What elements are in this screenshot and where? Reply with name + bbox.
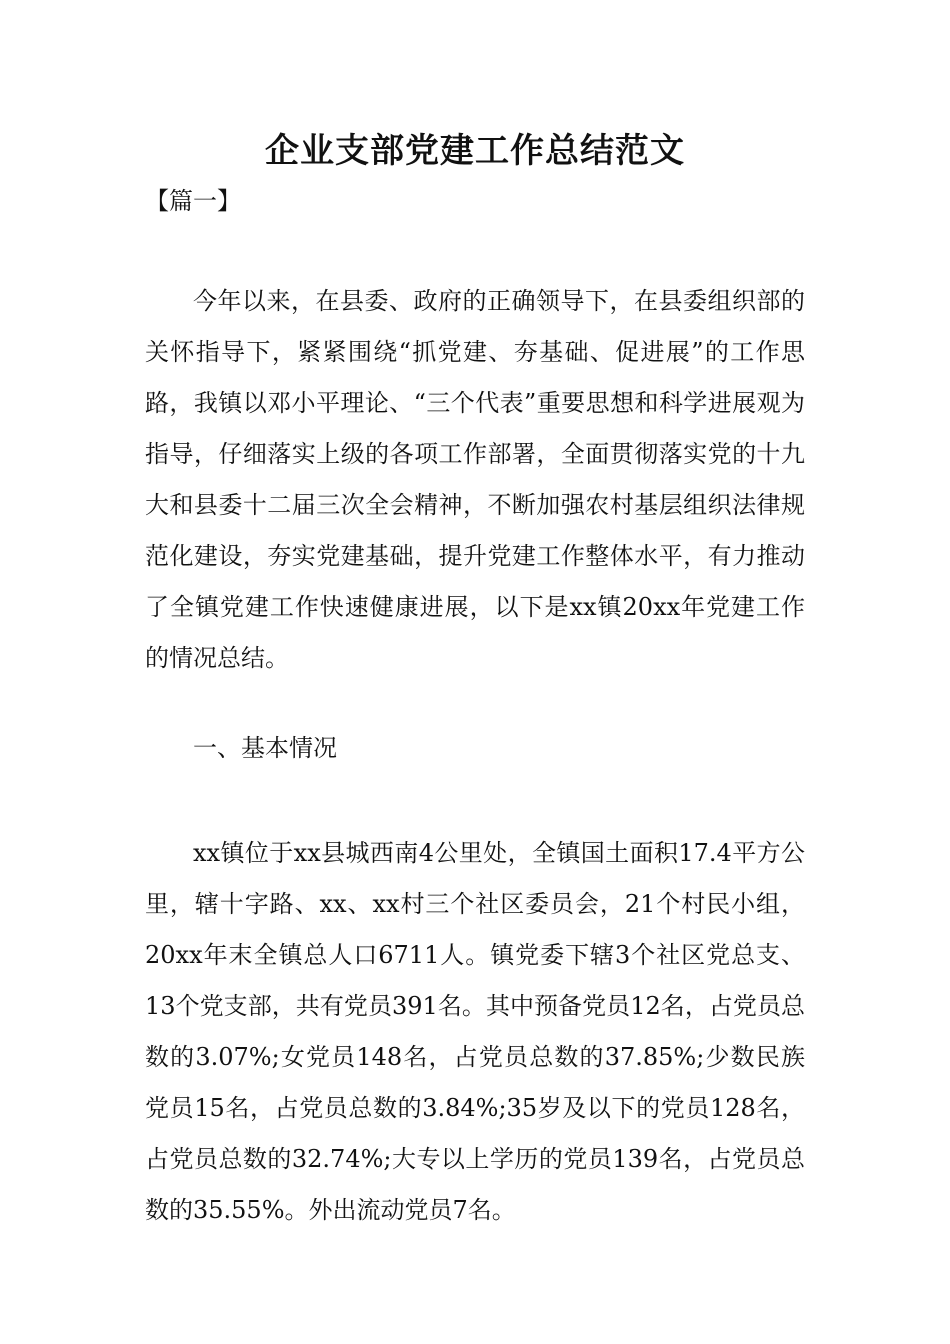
intro-paragraph: 今年以来，在县委、政府的正确领导下，在县委组织部的关怀指导下，紧紧围绕“抓党建、夯基础、促进展”的工作思路，我镇以邓小平理论、“三个代表”重要思想和科学进展观为指导，仔细落实上级的各项工作部署，全面贯彻落实党的十九大和县委十二届三次全会精神，不断加强农村基层组织法律规范化建设，夯实党建基础，提升党建工作整体水平，有力推动了全镇党建工作快速健康进展，以下是xx镇20xx年党建工作的情况总结。 [145,287,805,672]
document-title: 企业支部党建工作总结范文 [265,131,685,171]
basic-info-paragraph: xx镇位于xx县城西南4公里处，全镇国土面积17.4平方公里，辖十字路、xx、xx村三个社区委员会，21个村民小组，20xx年末全镇总人口6711人。镇党委下辖3个社区党总支、13个党支部，共有党员391名。其中预备党员12名，占党员总数的3.07%;女党员148名，占党员总数的37.85%;少数民族党员15名，占党员总数的3.84%;35岁及以下的党员128名，占党员总数的32.74%;大专以上学历的党员139名，占党员总数的35.55%。外出流动党员7名。 [145,839,805,1224]
section-tag: 【篇一】 [145,187,241,215]
section-heading-basic-info: 一、基本情况 [193,734,337,762]
